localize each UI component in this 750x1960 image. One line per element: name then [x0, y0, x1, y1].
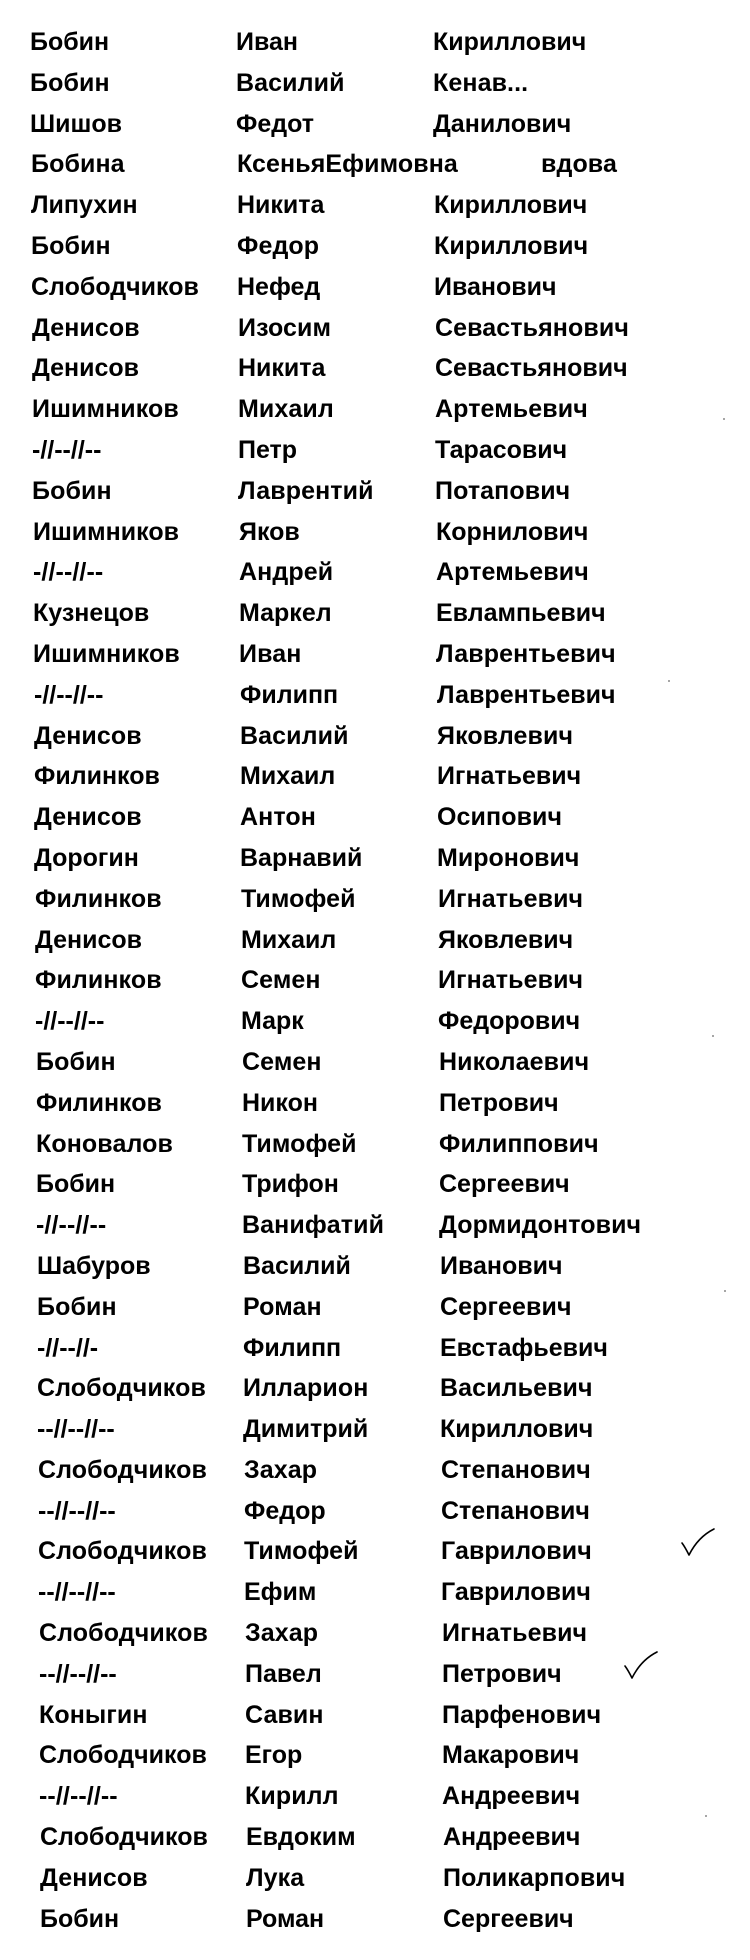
first-name-cell: Лука [246, 1863, 305, 1892]
patronymic-cell: Севастьянович [435, 313, 629, 342]
list-row [3, 552, 750, 593]
surname-cell: -//--//-- [35, 1007, 105, 1036]
patronymic-cell: Игнатьевич [438, 884, 584, 913]
patronymic-cell: Андреевич [443, 1823, 581, 1852]
first-name-cell: Ванифатий [242, 1211, 385, 1240]
patronymic-cell: Сергеевич [443, 1904, 574, 1933]
patronymic-cell: Игнатьевич [437, 762, 582, 791]
list-row [3, 634, 750, 675]
first-name-cell: Василий [243, 1251, 351, 1280]
first-name-cell: Федот [236, 109, 315, 138]
first-name-cell: Михаил [241, 925, 337, 954]
scan-speck [712, 1035, 714, 1037]
patronymic-cell: Васильевич [440, 1374, 593, 1403]
first-name-cell: Василий [240, 721, 349, 750]
list-row [3, 593, 750, 634]
list-row [4, 716, 750, 757]
surname-cell: Филинков [35, 884, 162, 913]
list-row [1, 144, 750, 185]
surname-cell: Бобин [36, 1047, 116, 1076]
patronymic-cell: Кенав... [433, 68, 529, 97]
list-row [5, 920, 750, 961]
patronymic-cell: Артемьевич [435, 395, 588, 424]
surname-cell: Слободчиков [39, 1619, 208, 1648]
patronymic-cell: Макарович [442, 1741, 580, 1770]
patronymic-cell: Парфенович [442, 1700, 602, 1729]
surname-cell: -//--//-- [34, 680, 104, 709]
first-name-cell: Илларион [243, 1374, 369, 1403]
first-name-cell: Андрей [239, 558, 334, 587]
first-name-cell: Никита [237, 191, 325, 220]
surname-cell: --//--//-- [38, 1496, 116, 1525]
surname-cell: -//--//-- [36, 1211, 107, 1240]
surname-cell: Ишимников [33, 517, 179, 546]
first-name-cell: Тимофей [241, 884, 356, 913]
first-name-cell: Тимофей [242, 1129, 357, 1158]
surname-cell: Бобин [40, 1904, 120, 1933]
handwritten-check-icon [621, 1650, 661, 1682]
surname-cell: --//--//-- [39, 1782, 118, 1811]
first-name-cell: Михаил [240, 762, 336, 791]
name-list [0, 22, 750, 1939]
surname-cell: Кузнецов [33, 599, 150, 628]
patronymic-cell: Сергеевич [439, 1170, 570, 1199]
patronymic-cell: Лаврентьевич [437, 680, 616, 709]
list-row [1, 185, 750, 226]
first-name-cell: Егор [245, 1741, 303, 1770]
first-name-cell: Изосим [238, 313, 332, 342]
surname-cell: --//--//-- [37, 1415, 115, 1444]
surname-cell: Денисов [35, 925, 143, 954]
first-name-cell: Никон [242, 1088, 318, 1117]
surname-cell: Слободчиков [37, 1374, 206, 1403]
surname-cell: Липухин [31, 191, 138, 220]
list-row [3, 512, 750, 553]
list-row [0, 22, 750, 63]
patronymic-cell: Поликарпович [443, 1863, 626, 1892]
surname-cell: Шабуров [37, 1251, 151, 1280]
surname-cell: Денисов [34, 721, 142, 750]
patronymic-cell: Яковлевич [438, 925, 574, 954]
patronymic-cell: Евстафьевич [440, 1333, 608, 1362]
patronymic-cell: Осипович [437, 803, 563, 832]
scan-speck [668, 680, 670, 682]
list-row [8, 1531, 750, 1572]
first-name-cell: Кирилл [245, 1782, 339, 1811]
first-name-cell: Василий [236, 68, 345, 97]
surname-cell: --//--//-- [38, 1578, 116, 1607]
list-row [7, 1409, 750, 1450]
patronymic-cell: Игнатьевич [438, 966, 584, 995]
list-row [2, 348, 750, 389]
patronymic-cell: Федорович [438, 1007, 581, 1036]
surname-cell: Дорогин [34, 843, 139, 872]
first-name-cell: Роман [246, 1904, 325, 1933]
surname-cell: -//--//-- [33, 558, 104, 587]
first-name-cell: Филипп [243, 1333, 342, 1362]
surname-cell: Бобин [31, 231, 111, 260]
first-name-cell: Лаврентий [238, 476, 374, 505]
scan-speck [705, 1815, 707, 1817]
patronymic-cell: Дормидонтович [439, 1211, 642, 1240]
list-row [4, 675, 750, 716]
patronymic-cell: Филиппович [439, 1129, 599, 1158]
patronymic-cell: Корнилович [436, 517, 589, 546]
surname-cell: Бобин [37, 1292, 117, 1321]
list-row [10, 1817, 750, 1858]
first-name-cell: Димитрий [243, 1415, 369, 1444]
patronymic-cell: Евлампьевич [436, 599, 606, 628]
first-name-cell: Филипп [240, 680, 339, 709]
list-row [7, 1368, 750, 1409]
list-row [4, 838, 750, 879]
list-row [0, 63, 750, 104]
first-name-cell: Иван [239, 639, 302, 668]
surname-cell: Бобина [31, 150, 125, 179]
first-name-cell: КсеньяЕфимовна [237, 150, 458, 179]
surname-cell: Коновалов [36, 1129, 173, 1158]
list-row [6, 1164, 750, 1205]
first-name-cell: Маркел [239, 599, 332, 628]
first-name-cell: Антон [240, 803, 316, 832]
list-row [9, 1695, 750, 1736]
patronymic-cell: Тарасович [435, 435, 568, 464]
patronymic-cell: Сергеевич [440, 1292, 572, 1321]
first-name-cell: Иван [236, 28, 299, 56]
patronymic-cell: Миронович [437, 843, 580, 872]
list-row [7, 1328, 750, 1369]
surname-cell: Бобин [36, 1170, 116, 1199]
surname-cell: Филинков [36, 1088, 162, 1117]
surname-cell: Бобин [30, 68, 110, 97]
list-row [4, 756, 750, 797]
first-name-cell: Яков [239, 517, 300, 546]
surname-cell: Слободчиков [39, 1741, 207, 1770]
patronymic-cell: Степанович [441, 1496, 590, 1525]
first-name-cell: Трифон [242, 1170, 339, 1199]
first-name-cell: Ефим [244, 1578, 317, 1607]
first-name-cell: Никита [238, 354, 326, 383]
first-name-cell: Марк [241, 1007, 304, 1036]
list-row [1, 267, 750, 308]
list-row [8, 1491, 750, 1532]
list-row [8, 1572, 750, 1613]
first-name-cell: Захар [244, 1455, 318, 1484]
list-row [6, 1083, 750, 1124]
first-name-cell: Федор [244, 1496, 326, 1525]
surname-cell: Денисов [40, 1863, 148, 1892]
surname-cell: Филинков [35, 966, 162, 995]
surname-cell: Филинков [34, 762, 160, 791]
patronymic-cell: Игнатьевич [442, 1619, 588, 1648]
first-name-cell: Роман [243, 1292, 322, 1321]
first-name-cell: Федор [237, 231, 320, 260]
surname-cell: Слободчиков [31, 272, 199, 301]
surname-cell: Коныгин [39, 1700, 148, 1729]
surname-cell: Слободчиков [38, 1455, 207, 1484]
list-row [7, 1246, 750, 1287]
first-name-cell: Захар [245, 1619, 319, 1648]
first-name-cell: Семен [242, 1047, 322, 1076]
first-name-cell: Петр [238, 435, 298, 464]
patronymic-cell: Николаевич [439, 1047, 590, 1076]
handwritten-check-icon [678, 1527, 718, 1559]
patronymic-cell: Кириллович [440, 1415, 594, 1444]
patronymic-cell: Кириллович [434, 191, 588, 220]
first-name-cell: Семен [241, 966, 321, 995]
patronymic-cell: Кириллович [433, 28, 587, 56]
first-name-cell: Евдоким [246, 1823, 356, 1852]
list-row [8, 1450, 750, 1491]
list-row [9, 1776, 750, 1817]
scan-speck [724, 1290, 726, 1292]
list-row [9, 1735, 750, 1776]
list-row [5, 960, 750, 1001]
patronymic-cell: Яковлевич [437, 721, 574, 750]
patronymic-cell: Степанович [441, 1455, 591, 1484]
list-row [9, 1654, 750, 1695]
patronymic-cell: Лаврентьевич [436, 639, 616, 668]
list-row [2, 471, 750, 512]
surname-cell: Слободчиков [40, 1823, 208, 1852]
first-name-cell: Варнавий [240, 843, 363, 872]
scan-speck [723, 418, 725, 420]
first-name-cell: Нефед [237, 272, 321, 301]
surname-cell: -//--//-- [32, 435, 102, 464]
patronymic-cell: Кириллович [434, 231, 589, 260]
list-row [7, 1287, 750, 1328]
list-row [5, 1001, 750, 1042]
surname-cell: Слободчиков [38, 1537, 207, 1566]
list-row [6, 1042, 750, 1083]
patronymic-cell: Иванович [440, 1251, 563, 1280]
surname-cell: -//--//- [37, 1333, 99, 1362]
patronymic-cell: Иванович [434, 272, 557, 301]
list-row [2, 308, 750, 349]
list-row [6, 1205, 750, 1246]
first-name-cell: Михаил [238, 395, 334, 424]
surname-cell: Бобин [30, 28, 110, 56]
list-row [9, 1613, 750, 1654]
first-name-cell: Тимофей [244, 1537, 359, 1566]
list-row [10, 1858, 750, 1899]
list-row [1, 226, 750, 267]
patronymic-cell: Данилович [433, 109, 572, 138]
surname-cell: Денисов [32, 313, 140, 342]
list-row [4, 797, 750, 838]
patronymic-cell: Потапович [435, 476, 571, 505]
surname-cell: Шишов [30, 109, 122, 138]
first-name-cell: Савин [245, 1700, 324, 1729]
patronymic-cell: Артемьевич [436, 558, 589, 587]
list-row [0, 104, 750, 145]
surname-cell: Бобин [32, 476, 112, 505]
list-row [6, 1124, 750, 1165]
patronymic-cell: Петрович [439, 1088, 559, 1117]
first-name-cell: Павел [245, 1659, 322, 1688]
surname-cell: Денисов [34, 803, 142, 832]
list-row [2, 389, 750, 430]
surname-cell: Денисов [32, 354, 140, 383]
patronymic-cell: Андреевич [442, 1782, 581, 1811]
patronymic-cell: Севастьянович [435, 354, 628, 383]
surname-cell: --//--//-- [39, 1659, 117, 1688]
list-row [10, 1899, 750, 1940]
surname-cell: Ишимников [33, 639, 180, 668]
patronymic-cell: Гаврилович [441, 1578, 591, 1607]
list-row [5, 879, 750, 920]
list-row [2, 430, 750, 471]
note-cell: вдова [541, 150, 617, 179]
patronymic-cell: Гаврилович [441, 1537, 592, 1566]
patronymic-cell: Петрович [442, 1659, 562, 1688]
surname-cell: Ишимников [32, 395, 179, 424]
